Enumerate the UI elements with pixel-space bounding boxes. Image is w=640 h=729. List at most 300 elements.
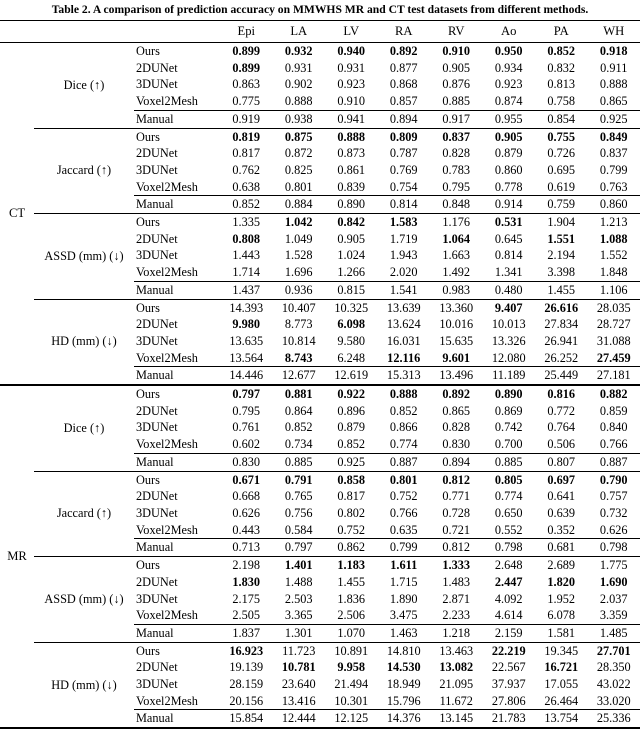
method-label: Voxel2Mesh xyxy=(134,693,220,710)
value-cell: 0.766 xyxy=(588,436,640,453)
value-cell: 0.983 xyxy=(430,281,483,299)
value-cell: 0.761 xyxy=(220,419,273,436)
method-label: 3DUNet xyxy=(134,76,220,93)
value-cell: 0.876 xyxy=(430,76,483,93)
value-cell: 0.917 xyxy=(430,110,483,128)
value-cell: 11.189 xyxy=(483,367,536,385)
value-cell: 1.437 xyxy=(220,281,273,299)
value-cell: 0.695 xyxy=(535,162,588,179)
value-cell: 13.635 xyxy=(220,333,273,350)
value-cell: 21.783 xyxy=(483,710,536,728)
value-cell: 0.861 xyxy=(325,162,378,179)
value-cell: 0.892 xyxy=(430,385,483,403)
value-cell: 8.773 xyxy=(273,316,326,333)
value-cell: 0.552 xyxy=(483,522,536,539)
value-cell: 0.783 xyxy=(430,162,483,179)
value-cell: 0.771 xyxy=(430,488,483,505)
value-cell: 0.697 xyxy=(535,471,588,488)
value-cell: 0.873 xyxy=(325,145,378,162)
value-cell: 3.365 xyxy=(273,607,326,624)
value-cell: 0.854 xyxy=(535,110,588,128)
method-label: Manual xyxy=(134,110,220,128)
value-cell: 1.836 xyxy=(325,591,378,608)
value-cell: 0.837 xyxy=(430,128,483,145)
value-cell: 0.888 xyxy=(378,385,431,403)
value-cell: 0.775 xyxy=(220,93,273,110)
value-cell: 1.775 xyxy=(588,557,640,574)
value-cell: 27.459 xyxy=(588,350,640,367)
value-cell: 0.772 xyxy=(535,403,588,420)
value-cell: 0.940 xyxy=(325,43,378,60)
value-cell: 0.934 xyxy=(483,60,536,77)
value-cell: 0.938 xyxy=(273,110,326,128)
value-cell: 0.859 xyxy=(588,403,640,420)
value-cell: 10.016 xyxy=(430,316,483,333)
value-cell: 1.837 xyxy=(220,624,273,642)
value-cell: 0.764 xyxy=(535,419,588,436)
value-cell: 15.635 xyxy=(430,333,483,350)
value-cell: 0.762 xyxy=(220,162,273,179)
value-cell: 1.301 xyxy=(273,624,326,642)
value-cell: 0.769 xyxy=(378,162,431,179)
value-cell: 1.455 xyxy=(325,574,378,591)
table-row xyxy=(0,299,640,316)
value-cell: 0.899 xyxy=(220,43,273,60)
value-cell: 1.611 xyxy=(378,557,431,574)
method-label: 2DUNet xyxy=(134,60,220,77)
column-header-lv: LV xyxy=(325,21,378,43)
value-cell: 10.781 xyxy=(273,659,326,676)
value-cell: 0.852 xyxy=(325,436,378,453)
value-cell: 0.911 xyxy=(588,60,640,77)
value-cell: 0.890 xyxy=(483,385,536,403)
value-cell: 1.890 xyxy=(378,591,431,608)
value-cell: 13.754 xyxy=(535,710,588,728)
value-cell: 13.463 xyxy=(430,642,483,659)
value-cell: 0.774 xyxy=(483,488,536,505)
table-row xyxy=(0,471,640,488)
value-cell: 0.828 xyxy=(430,419,483,436)
method-label: Ours xyxy=(134,128,220,145)
value-cell: 1.820 xyxy=(535,574,588,591)
metric-label: HD (mm) (↓) xyxy=(34,299,134,385)
value-cell: 0.888 xyxy=(588,76,640,93)
value-cell: 0.865 xyxy=(588,93,640,110)
value-cell: 0.795 xyxy=(430,179,483,196)
value-cell: 1.943 xyxy=(378,247,431,264)
method-label: Voxel2Mesh xyxy=(134,179,220,196)
table-row xyxy=(0,214,640,231)
column-header-pa: PA xyxy=(535,21,588,43)
value-cell: 0.480 xyxy=(483,281,536,299)
value-cell: 27.806 xyxy=(483,693,536,710)
value-cell: 0.626 xyxy=(220,505,273,522)
metric-label: ASSD (mm) (↓) xyxy=(34,557,134,643)
value-cell: 0.726 xyxy=(535,145,588,162)
value-cell: 4.092 xyxy=(483,591,536,608)
value-cell: 2.447 xyxy=(483,574,536,591)
table-body xyxy=(0,43,640,729)
value-cell: 0.875 xyxy=(273,128,326,145)
value-cell: 0.868 xyxy=(378,76,431,93)
value-cell: 13.496 xyxy=(430,367,483,385)
method-label: Ours xyxy=(134,43,220,60)
value-cell: 37.937 xyxy=(483,676,536,693)
method-label: 2DUNet xyxy=(134,145,220,162)
value-cell: 12.125 xyxy=(325,710,378,728)
value-cell: 0.879 xyxy=(483,145,536,162)
metric-label: Dice (↑) xyxy=(34,385,134,471)
column-header-la: LA xyxy=(273,21,326,43)
value-cell: 0.816 xyxy=(535,385,588,403)
value-cell: 0.932 xyxy=(273,43,326,60)
metric-label: Jaccard (↑) xyxy=(34,128,134,214)
value-cell: 0.752 xyxy=(325,522,378,539)
value-cell: 0.869 xyxy=(483,403,536,420)
table-row xyxy=(0,642,640,659)
value-cell: 1.106 xyxy=(588,281,640,299)
value-cell: 0.892 xyxy=(378,43,431,60)
value-cell: 28.159 xyxy=(220,676,273,693)
value-cell: 1.551 xyxy=(535,231,588,248)
value-cell: 10.013 xyxy=(483,316,536,333)
value-cell: 0.882 xyxy=(588,385,640,403)
method-label: Voxel2Mesh xyxy=(134,264,220,281)
value-cell: 1.952 xyxy=(535,591,588,608)
value-cell: 12.619 xyxy=(325,367,378,385)
value-cell: 28.350 xyxy=(588,659,640,676)
value-cell: 13.416 xyxy=(273,693,326,710)
value-cell: 0.828 xyxy=(430,145,483,162)
value-cell: 2.506 xyxy=(325,607,378,624)
value-cell: 0.914 xyxy=(483,196,536,214)
column-header-epi: Epi xyxy=(220,21,273,43)
value-cell: 1.715 xyxy=(378,574,431,591)
value-cell: 0.862 xyxy=(325,539,378,557)
value-cell: 2.037 xyxy=(588,591,640,608)
value-cell: 10.814 xyxy=(273,333,326,350)
value-cell: 13.082 xyxy=(430,659,483,676)
value-cell: 0.506 xyxy=(535,436,588,453)
value-cell: 0.849 xyxy=(588,128,640,145)
column-header-wh: WH xyxy=(588,21,640,43)
method-label: 3DUNet xyxy=(134,333,220,350)
value-cell: 1.485 xyxy=(588,624,640,642)
value-cell: 1.696 xyxy=(273,264,326,281)
value-cell: 0.860 xyxy=(588,196,640,214)
value-cell: 26.464 xyxy=(535,693,588,710)
method-label: 2DUNet xyxy=(134,659,220,676)
metric-label: ASSD (mm) (↓) xyxy=(34,214,134,300)
value-cell: 1.088 xyxy=(588,231,640,248)
value-cell: 0.840 xyxy=(588,419,640,436)
value-cell: 3.359 xyxy=(588,607,640,624)
value-cell: 1.064 xyxy=(430,231,483,248)
value-cell: 0.925 xyxy=(588,110,640,128)
value-cell: 1.049 xyxy=(273,231,326,248)
value-cell: 0.797 xyxy=(220,385,273,403)
value-cell: 1.335 xyxy=(220,214,273,231)
value-cell: 1.541 xyxy=(378,281,431,299)
value-cell: 0.763 xyxy=(588,179,640,196)
method-label: 3DUNet xyxy=(134,505,220,522)
value-cell: 0.923 xyxy=(483,76,536,93)
value-cell: 0.896 xyxy=(325,403,378,420)
method-label: Voxel2Mesh xyxy=(134,436,220,453)
value-cell: 28.727 xyxy=(588,316,640,333)
value-cell: 10.891 xyxy=(325,642,378,659)
value-cell: 0.866 xyxy=(378,419,431,436)
value-cell: 14.446 xyxy=(220,367,273,385)
method-label: Manual xyxy=(134,453,220,471)
value-cell: 1.024 xyxy=(325,247,378,264)
value-cell: 22.219 xyxy=(483,642,536,659)
value-cell: 0.443 xyxy=(220,522,273,539)
value-cell: 2.198 xyxy=(220,557,273,574)
value-cell: 0.759 xyxy=(535,196,588,214)
column-header-rv: RV xyxy=(430,21,483,43)
value-cell: 12.444 xyxy=(273,710,326,728)
value-cell: 26.616 xyxy=(535,299,588,316)
value-cell: 0.814 xyxy=(378,196,431,214)
value-cell: 27.834 xyxy=(535,316,588,333)
value-cell: 0.879 xyxy=(325,419,378,436)
value-cell: 0.888 xyxy=(273,93,326,110)
value-cell: 21.494 xyxy=(325,676,378,693)
value-cell: 0.923 xyxy=(325,76,378,93)
value-cell: 13.624 xyxy=(378,316,431,333)
value-cell: 0.755 xyxy=(535,128,588,145)
value-cell: 0.884 xyxy=(273,196,326,214)
value-cell: 1.552 xyxy=(588,247,640,264)
value-cell: 0.805 xyxy=(483,471,536,488)
value-cell: 0.352 xyxy=(535,522,588,539)
value-cell: 0.852 xyxy=(273,419,326,436)
value-cell: 0.863 xyxy=(220,76,273,93)
value-cell: 0.790 xyxy=(588,471,640,488)
value-cell: 3.475 xyxy=(378,607,431,624)
value-cell: 2.505 xyxy=(220,607,273,624)
value-cell: 0.700 xyxy=(483,436,536,453)
table-row xyxy=(0,128,640,145)
value-cell: 16.923 xyxy=(220,642,273,659)
value-cell: 0.799 xyxy=(378,539,431,557)
value-cell: 0.894 xyxy=(430,453,483,471)
value-cell: 0.758 xyxy=(535,93,588,110)
value-cell: 2.871 xyxy=(430,591,483,608)
value-cell: 13.564 xyxy=(220,350,273,367)
value-cell: 1.218 xyxy=(430,624,483,642)
value-cell: 1.848 xyxy=(588,264,640,281)
value-cell: 1.183 xyxy=(325,557,378,574)
value-cell: 9.958 xyxy=(325,659,378,676)
value-cell: 0.681 xyxy=(535,539,588,557)
method-label: 2DUNet xyxy=(134,403,220,420)
value-cell: 0.830 xyxy=(430,436,483,453)
value-cell: 26.252 xyxy=(535,350,588,367)
value-cell: 0.852 xyxy=(535,43,588,60)
value-cell: 0.919 xyxy=(220,110,273,128)
value-cell: 0.922 xyxy=(325,385,378,403)
value-cell: 0.531 xyxy=(483,214,536,231)
header-spacer xyxy=(0,21,220,43)
value-cell: 0.752 xyxy=(378,488,431,505)
metric-label: Jaccard (↑) xyxy=(34,471,134,557)
method-label: Voxel2Mesh xyxy=(134,522,220,539)
value-cell: 10.325 xyxy=(325,299,378,316)
value-cell: 11.672 xyxy=(430,693,483,710)
method-label: 2DUNet xyxy=(134,231,220,248)
method-label: Ours xyxy=(134,557,220,574)
value-cell: 0.864 xyxy=(273,403,326,420)
value-cell: 0.931 xyxy=(325,60,378,77)
metric-label: Dice (↑) xyxy=(34,43,134,129)
value-cell: 0.635 xyxy=(378,522,431,539)
value-cell: 1.213 xyxy=(588,214,640,231)
value-cell: 0.645 xyxy=(483,231,536,248)
modality-label: CT xyxy=(0,43,34,386)
value-cell: 0.877 xyxy=(378,60,431,77)
value-cell: 0.872 xyxy=(273,145,326,162)
value-cell: 15.796 xyxy=(378,693,431,710)
value-cell: 0.797 xyxy=(273,539,326,557)
column-header-ao: Ao xyxy=(483,21,536,43)
value-cell: 0.858 xyxy=(325,471,378,488)
value-cell: 2.648 xyxy=(483,557,536,574)
value-cell: 0.899 xyxy=(220,60,273,77)
value-cell: 1.719 xyxy=(378,231,431,248)
method-label: Ours xyxy=(134,299,220,316)
value-cell: 0.807 xyxy=(535,453,588,471)
value-cell: 0.931 xyxy=(273,60,326,77)
value-cell: 0.765 xyxy=(273,488,326,505)
method-label: Voxel2Mesh xyxy=(134,607,220,624)
value-cell: 0.626 xyxy=(588,522,640,539)
value-cell: 0.910 xyxy=(325,93,378,110)
table-header xyxy=(0,21,640,43)
value-cell: 15.313 xyxy=(378,367,431,385)
value-cell: 0.887 xyxy=(588,453,640,471)
value-cell: 1.663 xyxy=(430,247,483,264)
metric-label: HD (mm) (↓) xyxy=(34,642,134,728)
value-cell: 25.336 xyxy=(588,710,640,728)
value-cell: 43.022 xyxy=(588,676,640,693)
value-cell: 4.614 xyxy=(483,607,536,624)
value-cell: 9.980 xyxy=(220,316,273,333)
value-cell: 0.808 xyxy=(220,231,273,248)
value-cell: 21.095 xyxy=(430,676,483,693)
value-cell: 2.020 xyxy=(378,264,431,281)
value-cell: 0.799 xyxy=(588,162,640,179)
value-cell: 2.159 xyxy=(483,624,536,642)
value-cell: 2.194 xyxy=(535,247,588,264)
value-cell: 0.885 xyxy=(273,453,326,471)
value-cell: 31.088 xyxy=(588,333,640,350)
value-cell: 0.852 xyxy=(220,196,273,214)
method-label: Manual xyxy=(134,624,220,642)
value-cell: 0.787 xyxy=(378,145,431,162)
method-label: Manual xyxy=(134,367,220,385)
value-cell: 0.887 xyxy=(378,453,431,471)
value-cell: 0.638 xyxy=(220,179,273,196)
value-cell: 0.839 xyxy=(325,179,378,196)
value-cell: 0.734 xyxy=(273,436,326,453)
value-cell: 2.175 xyxy=(220,591,273,608)
value-cell: 0.791 xyxy=(273,471,326,488)
value-cell: 0.902 xyxy=(273,76,326,93)
value-cell: 13.326 xyxy=(483,333,536,350)
table-row xyxy=(0,43,640,60)
value-cell: 16.031 xyxy=(378,333,431,350)
value-cell: 22.567 xyxy=(483,659,536,676)
value-cell: 1.455 xyxy=(535,281,588,299)
value-cell: 0.619 xyxy=(535,179,588,196)
value-cell: 27.701 xyxy=(588,642,640,659)
value-cell: 0.754 xyxy=(378,179,431,196)
column-header-ra: RA xyxy=(378,21,431,43)
value-cell: 0.668 xyxy=(220,488,273,505)
table-caption: Table 2. A comparison of prediction accuracy on MMWHS MR and CT test datasets from different methods. xyxy=(0,0,640,20)
value-cell: 10.407 xyxy=(273,299,326,316)
method-label: 2DUNet xyxy=(134,488,220,505)
method-label: Manual xyxy=(134,196,220,214)
value-cell: 1.581 xyxy=(535,624,588,642)
value-cell: 0.874 xyxy=(483,93,536,110)
value-cell: 1.904 xyxy=(535,214,588,231)
value-cell: 1.341 xyxy=(483,264,536,281)
value-cell: 1.528 xyxy=(273,247,326,264)
value-cell: 2.503 xyxy=(273,591,326,608)
method-label: Ours xyxy=(134,642,220,659)
value-cell: 0.812 xyxy=(430,471,483,488)
method-label: Ours xyxy=(134,385,220,403)
value-cell: 0.742 xyxy=(483,419,536,436)
value-cell: 0.774 xyxy=(378,436,431,453)
value-cell: 0.721 xyxy=(430,522,483,539)
value-cell: 0.890 xyxy=(325,196,378,214)
value-cell: 17.055 xyxy=(535,676,588,693)
value-cell: 14.530 xyxy=(378,659,431,676)
value-cell: 0.837 xyxy=(588,145,640,162)
method-label: Manual xyxy=(134,710,220,728)
method-label: 3DUNet xyxy=(134,162,220,179)
value-cell: 0.832 xyxy=(535,60,588,77)
method-label: Voxel2Mesh xyxy=(134,350,220,367)
method-label: Manual xyxy=(134,281,220,299)
header-row xyxy=(0,21,640,43)
value-cell: 0.819 xyxy=(220,128,273,145)
value-cell: 0.650 xyxy=(483,505,536,522)
value-cell: 6.078 xyxy=(535,607,588,624)
value-cell: 13.145 xyxy=(430,710,483,728)
value-cell: 1.401 xyxy=(273,557,326,574)
value-cell: 15.854 xyxy=(220,710,273,728)
value-cell: 0.955 xyxy=(483,110,536,128)
value-cell: 1.443 xyxy=(220,247,273,264)
value-cell: 0.860 xyxy=(483,162,536,179)
method-label: 2DUNet xyxy=(134,316,220,333)
value-cell: 0.842 xyxy=(325,214,378,231)
value-cell: 0.641 xyxy=(535,488,588,505)
value-cell: 1.176 xyxy=(430,214,483,231)
value-cell: 0.936 xyxy=(273,281,326,299)
value-cell: 12.116 xyxy=(378,350,431,367)
value-cell: 8.743 xyxy=(273,350,326,367)
value-cell: 10.301 xyxy=(325,693,378,710)
value-cell: 2.233 xyxy=(430,607,483,624)
value-cell: 12.080 xyxy=(483,350,536,367)
value-cell: 1.492 xyxy=(430,264,483,281)
